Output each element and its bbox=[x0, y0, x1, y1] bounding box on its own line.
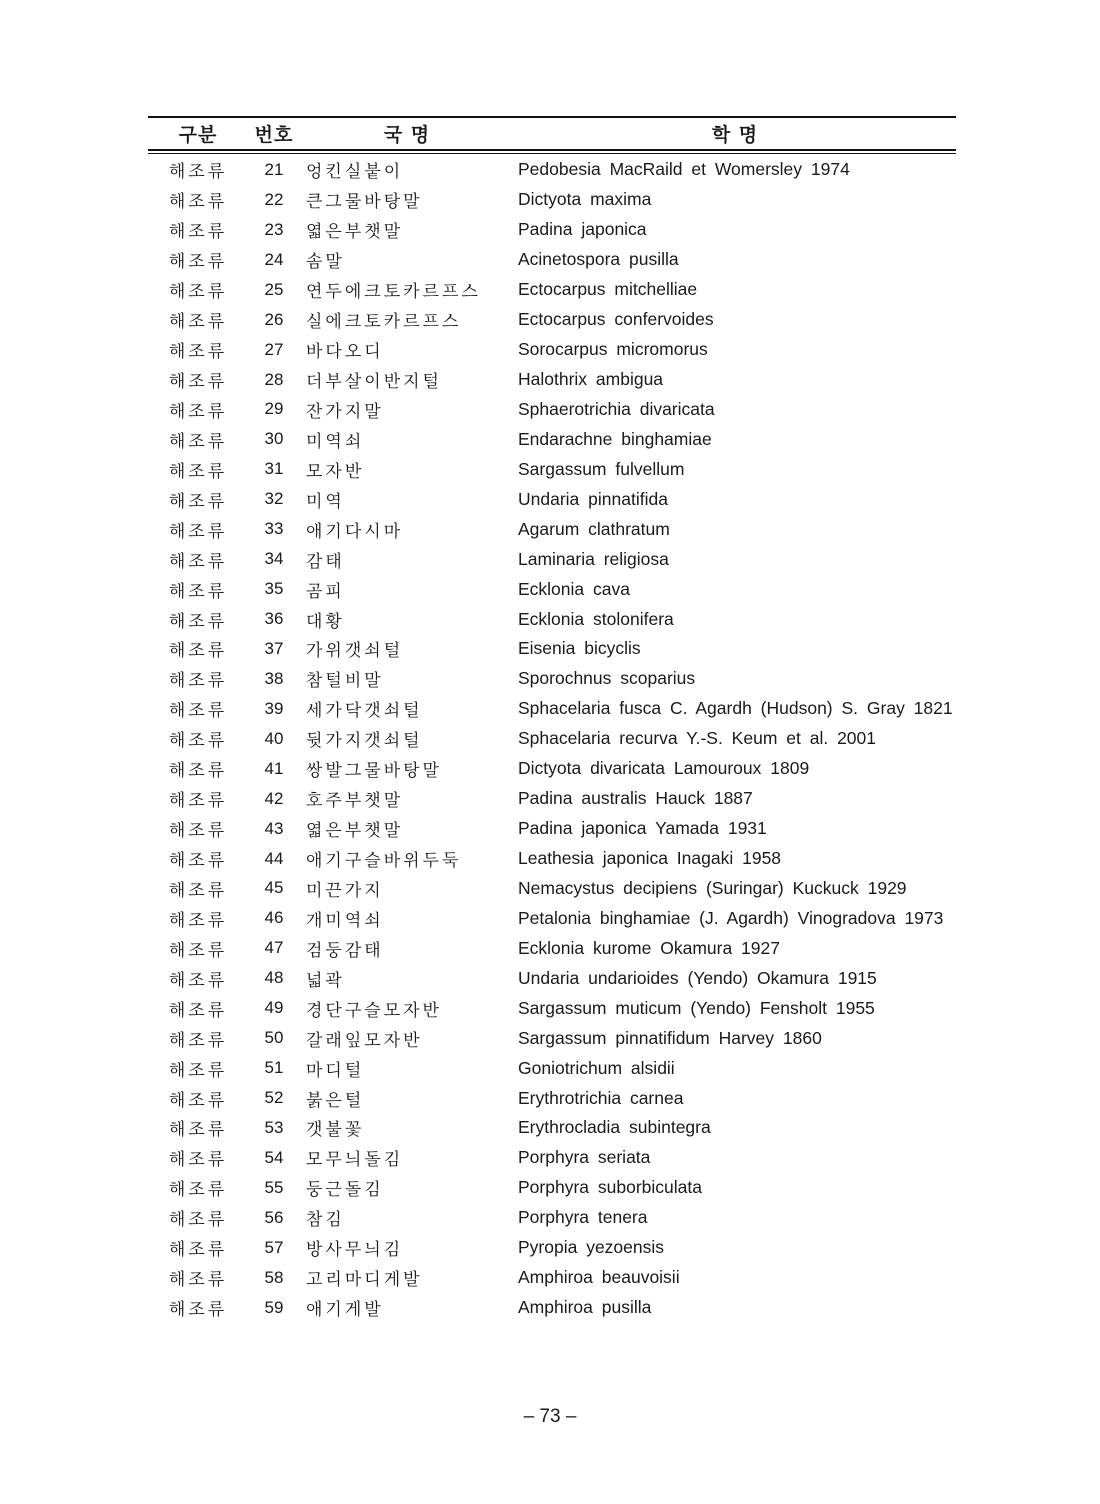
cell-number: 23 bbox=[264, 219, 284, 239]
cell-number: 35 bbox=[264, 579, 284, 599]
cell-number: 47 bbox=[264, 938, 284, 958]
table-row bbox=[148, 814, 956, 844]
cell-category: 해조류 bbox=[168, 1030, 228, 1051]
cell-scientific-name: Porphyra tenera bbox=[518, 1207, 648, 1228]
cell-scientific-name: Acinetospora pusilla bbox=[518, 249, 679, 270]
cell-number: 51 bbox=[264, 1058, 284, 1078]
cell-category: 해조류 bbox=[168, 282, 228, 303]
cell-scientific-name: Leathesia japonica Inagaki 1958 bbox=[518, 848, 782, 869]
cell-number: 33 bbox=[264, 519, 284, 539]
cell-korean-name: 엷은부챗말 bbox=[306, 821, 404, 842]
table-row bbox=[148, 1143, 956, 1173]
cell-scientific-name: Agarum clathratum bbox=[518, 518, 670, 539]
header-scientific-name bbox=[514, 120, 956, 147]
cell-number: 52 bbox=[264, 1088, 284, 1108]
cell-number: 39 bbox=[264, 698, 284, 718]
cell-number: 34 bbox=[264, 549, 284, 569]
header-number bbox=[248, 120, 300, 147]
table-row bbox=[148, 1263, 956, 1293]
cell-korean-name: 둥근돌김 bbox=[306, 1180, 384, 1201]
cell-scientific-name: Amphiroa beauvoisii bbox=[518, 1267, 680, 1288]
header-number-label: 번호 bbox=[254, 124, 294, 146]
cell-scientific-name: Petalonia binghamiae (J. Agardh) Vinogradova 1973 bbox=[518, 907, 944, 928]
cell-category: 해조류 bbox=[168, 970, 228, 991]
cell-number: 37 bbox=[264, 638, 284, 658]
table-row bbox=[148, 963, 956, 993]
cell-category: 해조류 bbox=[168, 940, 228, 961]
table-body bbox=[148, 155, 956, 1323]
cell-scientific-name: Endarachne binghamiae bbox=[518, 428, 712, 449]
cell-number: 43 bbox=[264, 818, 284, 838]
cell-category: 해조류 bbox=[168, 1300, 228, 1321]
table-row bbox=[148, 365, 956, 395]
cell-scientific-name: Sorocarpus micromorus bbox=[518, 339, 708, 360]
cell-category: 해조류 bbox=[168, 611, 228, 632]
cell-scientific-name: Sargassum pinnatifidum Harvey 1860 bbox=[518, 1027, 822, 1048]
cell-korean-name: 엉킨실붙이 bbox=[306, 162, 404, 183]
cell-scientific-name: Dictyota maxima bbox=[518, 189, 652, 210]
cell-korean-name: 바다오디 bbox=[306, 342, 384, 363]
cell-scientific-name: Ecklonia stolonifera bbox=[518, 608, 674, 629]
cell-scientific-name: Padina japonica Yamada 1931 bbox=[518, 818, 767, 839]
cell-number: 32 bbox=[264, 489, 284, 509]
cell-category: 해조류 bbox=[168, 192, 228, 213]
header-korean-name-label: 국 명 bbox=[383, 124, 431, 146]
cell-scientific-name: Pedobesia MacRaild et Womersley 1974 bbox=[518, 159, 850, 180]
cell-scientific-name: Erythrocladia subintegra bbox=[518, 1117, 711, 1138]
cell-korean-name: 참털비말 bbox=[306, 671, 384, 692]
table-row bbox=[148, 335, 956, 365]
cell-number: 53 bbox=[264, 1117, 284, 1137]
table-row bbox=[148, 933, 956, 963]
table-row bbox=[148, 993, 956, 1023]
cell-korean-name: 미역쇠 bbox=[306, 431, 365, 452]
table-row bbox=[148, 1083, 956, 1113]
cell-number: 21 bbox=[264, 159, 284, 179]
cell-scientific-name: Ectocarpus mitchelliae bbox=[518, 279, 698, 300]
cell-category: 해조류 bbox=[168, 581, 228, 602]
cell-scientific-name: Padina australis Hauck 1887 bbox=[518, 788, 753, 809]
cell-korean-name: 실에크토카르프스 bbox=[306, 312, 462, 333]
table-row bbox=[148, 1173, 956, 1203]
table-row bbox=[148, 454, 956, 484]
cell-category: 해조류 bbox=[168, 761, 228, 782]
cell-korean-name: 미역 bbox=[306, 491, 345, 512]
cell-category: 해조류 bbox=[168, 252, 228, 273]
cell-category: 해조류 bbox=[168, 851, 228, 872]
cell-number: 28 bbox=[264, 369, 284, 389]
cell-korean-name: 큰그물바탕말 bbox=[306, 192, 423, 213]
table-row bbox=[148, 754, 956, 784]
table-row bbox=[148, 1113, 956, 1143]
table-row bbox=[148, 574, 956, 604]
cell-scientific-name: Sargassum fulvellum bbox=[518, 458, 685, 479]
table-row bbox=[148, 724, 956, 754]
cell-korean-name: 고리마디게발 bbox=[306, 1270, 423, 1291]
table-row bbox=[148, 185, 956, 215]
cell-category: 해조류 bbox=[168, 162, 228, 183]
cell-number: 50 bbox=[264, 1028, 284, 1048]
cell-number: 29 bbox=[264, 399, 284, 419]
cell-number: 25 bbox=[264, 279, 284, 299]
cell-korean-name: 대황 bbox=[306, 611, 345, 632]
cell-category: 해조류 bbox=[168, 372, 228, 393]
cell-scientific-name: Ectocarpus confervoides bbox=[518, 309, 714, 330]
cell-scientific-name: Sargassum muticum (Yendo) Fensholt 1955 bbox=[518, 997, 875, 1018]
header-korean-name bbox=[300, 120, 514, 147]
table-row bbox=[148, 694, 956, 724]
table-row bbox=[148, 1053, 956, 1083]
cell-number: 46 bbox=[264, 908, 284, 928]
cell-korean-name: 넓곽 bbox=[306, 970, 345, 991]
cell-korean-name: 모자반 bbox=[306, 461, 365, 482]
cell-number: 24 bbox=[264, 249, 284, 269]
cell-number: 49 bbox=[264, 998, 284, 1018]
cell-korean-name: 솜말 bbox=[306, 252, 345, 273]
cell-number: 40 bbox=[264, 728, 284, 748]
cell-scientific-name: Padina japonica bbox=[518, 219, 647, 240]
cell-korean-name: 연두에크토카르프스 bbox=[306, 282, 481, 303]
cell-scientific-name: Ecklonia kurome Okamura 1927 bbox=[518, 937, 780, 958]
cell-korean-name: 미끈가지 bbox=[306, 880, 384, 901]
cell-number: 22 bbox=[264, 189, 284, 209]
cell-category: 해조류 bbox=[168, 880, 228, 901]
cell-number: 27 bbox=[264, 339, 284, 359]
cell-category: 해조류 bbox=[168, 1180, 228, 1201]
cell-scientific-name: Undaria undarioides (Yendo) Okamura 1915 bbox=[518, 967, 877, 988]
table-row bbox=[148, 784, 956, 814]
species-table bbox=[148, 116, 956, 1323]
table-row bbox=[148, 634, 956, 664]
cell-scientific-name: Undaria pinnatifida bbox=[518, 488, 668, 509]
table-row bbox=[148, 395, 956, 425]
cell-category: 해조류 bbox=[168, 1060, 228, 1081]
page-number: – 73 – bbox=[523, 1406, 577, 1427]
cell-korean-name: 개미역쇠 bbox=[306, 910, 384, 931]
cell-scientific-name: Sphaerotrichia divaricata bbox=[518, 398, 715, 419]
cell-korean-name: 갈래잎모자반 bbox=[306, 1030, 423, 1051]
cell-category: 해조류 bbox=[168, 1000, 228, 1021]
cell-number: 54 bbox=[264, 1147, 284, 1167]
cell-number: 36 bbox=[264, 609, 284, 629]
table-row bbox=[148, 604, 956, 634]
table-row bbox=[148, 305, 956, 335]
cell-scientific-name: Laminaria religiosa bbox=[518, 548, 669, 569]
cell-korean-name: 경단구슬모자반 bbox=[306, 1000, 442, 1021]
cell-korean-name: 엷은부챗말 bbox=[306, 222, 404, 243]
cell-category: 해조류 bbox=[168, 431, 228, 452]
cell-korean-name: 애기다시마 bbox=[306, 521, 404, 542]
cell-category: 해조류 bbox=[168, 461, 228, 482]
cell-category: 해조류 bbox=[168, 1210, 228, 1231]
cell-category: 해조류 bbox=[168, 1240, 228, 1261]
table-row bbox=[148, 903, 956, 933]
cell-scientific-name: Sphacelaria fusca C. Agardh (Hudson) S. Gray 1821 bbox=[518, 698, 953, 719]
table-row bbox=[148, 484, 956, 514]
cell-category: 해조류 bbox=[168, 910, 228, 931]
cell-korean-name: 세가닥갯쇠털 bbox=[306, 701, 423, 722]
table-row bbox=[148, 1233, 956, 1263]
table-row bbox=[148, 155, 956, 185]
cell-number: 30 bbox=[264, 429, 284, 449]
cell-korean-name: 가위갯쇠털 bbox=[306, 641, 404, 662]
cell-number: 45 bbox=[264, 878, 284, 898]
cell-scientific-name: Halothrix ambigua bbox=[518, 369, 664, 390]
cell-category: 해조류 bbox=[168, 491, 228, 512]
cell-korean-name: 애기게발 bbox=[306, 1300, 384, 1321]
header-scientific-name-label: 학 명 bbox=[711, 124, 759, 146]
table-row bbox=[148, 844, 956, 874]
cell-korean-name: 모무늬돌김 bbox=[306, 1150, 404, 1171]
cell-category: 해조류 bbox=[168, 1120, 228, 1141]
table-row bbox=[148, 275, 956, 305]
table-header-rule bbox=[148, 149, 956, 154]
table-row bbox=[148, 1293, 956, 1323]
cell-category: 해조류 bbox=[168, 521, 228, 542]
cell-korean-name: 붉은털 bbox=[306, 1090, 365, 1111]
table-row bbox=[148, 664, 956, 694]
cell-korean-name: 곰피 bbox=[306, 581, 345, 602]
cell-scientific-name: Ecklonia cava bbox=[518, 578, 630, 599]
cell-korean-name: 더부살이반지털 bbox=[306, 372, 442, 393]
table-row bbox=[148, 514, 956, 544]
cell-number: 44 bbox=[264, 848, 284, 868]
cell-scientific-name: Pyropia yezoensis bbox=[518, 1237, 665, 1258]
table-row bbox=[148, 1203, 956, 1233]
cell-scientific-name: Sphacelaria recurva Y.-S. Keum et al. 2001 bbox=[518, 728, 876, 749]
table-row bbox=[148, 544, 956, 574]
cell-korean-name: 쌍발그물바탕말 bbox=[306, 761, 442, 782]
cell-number: 48 bbox=[264, 968, 284, 988]
cell-scientific-name: Erythrotrichia carnea bbox=[518, 1087, 684, 1108]
header-category-label: 구분 bbox=[178, 124, 218, 146]
cell-scientific-name: Dictyota divaricata Lamouroux 1809 bbox=[518, 758, 810, 779]
cell-category: 해조류 bbox=[168, 671, 228, 692]
cell-category: 해조류 bbox=[168, 821, 228, 842]
cell-korean-name: 방사무늬김 bbox=[306, 1240, 404, 1261]
cell-korean-name: 갯불꽃 bbox=[306, 1120, 365, 1141]
cell-korean-name: 애기구슬바위두둑 bbox=[306, 851, 462, 872]
cell-category: 해조류 bbox=[168, 312, 228, 333]
cell-scientific-name: Nemacystus decipiens (Suringar) Kuckuck 1929 bbox=[518, 877, 907, 898]
cell-korean-name: 뒷가지갯쇠털 bbox=[306, 731, 423, 752]
cell-number: 55 bbox=[264, 1177, 284, 1197]
cell-scientific-name: Porphyra suborbiculata bbox=[518, 1177, 702, 1198]
cell-korean-name: 잔가지말 bbox=[306, 401, 384, 422]
table-row bbox=[148, 874, 956, 904]
cell-korean-name: 검둥감태 bbox=[306, 940, 384, 961]
cell-category: 해조류 bbox=[168, 342, 228, 363]
cell-number: 57 bbox=[264, 1237, 284, 1257]
cell-number: 42 bbox=[264, 788, 284, 808]
cell-category: 해조류 bbox=[168, 222, 228, 243]
table-row bbox=[148, 215, 956, 245]
cell-category: 해조류 bbox=[168, 791, 228, 812]
cell-korean-name: 참김 bbox=[306, 1210, 345, 1231]
table-row bbox=[148, 424, 956, 454]
table-row bbox=[148, 1023, 956, 1053]
cell-category: 해조류 bbox=[168, 1270, 228, 1291]
cell-korean-name: 감태 bbox=[306, 551, 345, 572]
cell-category: 해조류 bbox=[168, 731, 228, 752]
header-category bbox=[148, 120, 248, 147]
cell-number: 41 bbox=[264, 758, 284, 778]
cell-number: 31 bbox=[264, 459, 284, 479]
cell-category: 해조류 bbox=[168, 1150, 228, 1171]
cell-scientific-name: Goniotrichum alsidii bbox=[518, 1057, 675, 1078]
cell-scientific-name: Sporochnus scoparius bbox=[518, 668, 696, 689]
cell-number: 56 bbox=[264, 1207, 284, 1227]
cell-korean-name: 호주부챗말 bbox=[306, 791, 404, 812]
cell-scientific-name: Eisenia bicyclis bbox=[518, 638, 641, 659]
cell-number: 58 bbox=[264, 1267, 284, 1287]
cell-category: 해조류 bbox=[168, 701, 228, 722]
cell-korean-name: 마디털 bbox=[306, 1060, 365, 1081]
cell-scientific-name: Amphiroa pusilla bbox=[518, 1297, 652, 1318]
cell-number: 38 bbox=[264, 668, 284, 688]
table-row bbox=[148, 245, 956, 275]
cell-number: 26 bbox=[264, 309, 284, 329]
table-header bbox=[148, 118, 956, 149]
cell-category: 해조류 bbox=[168, 1090, 228, 1111]
cell-scientific-name: Porphyra seriata bbox=[518, 1147, 651, 1168]
cell-number: 59 bbox=[264, 1297, 284, 1317]
cell-category: 해조류 bbox=[168, 641, 228, 662]
cell-category: 해조류 bbox=[168, 551, 228, 572]
cell-category: 해조류 bbox=[168, 401, 228, 422]
